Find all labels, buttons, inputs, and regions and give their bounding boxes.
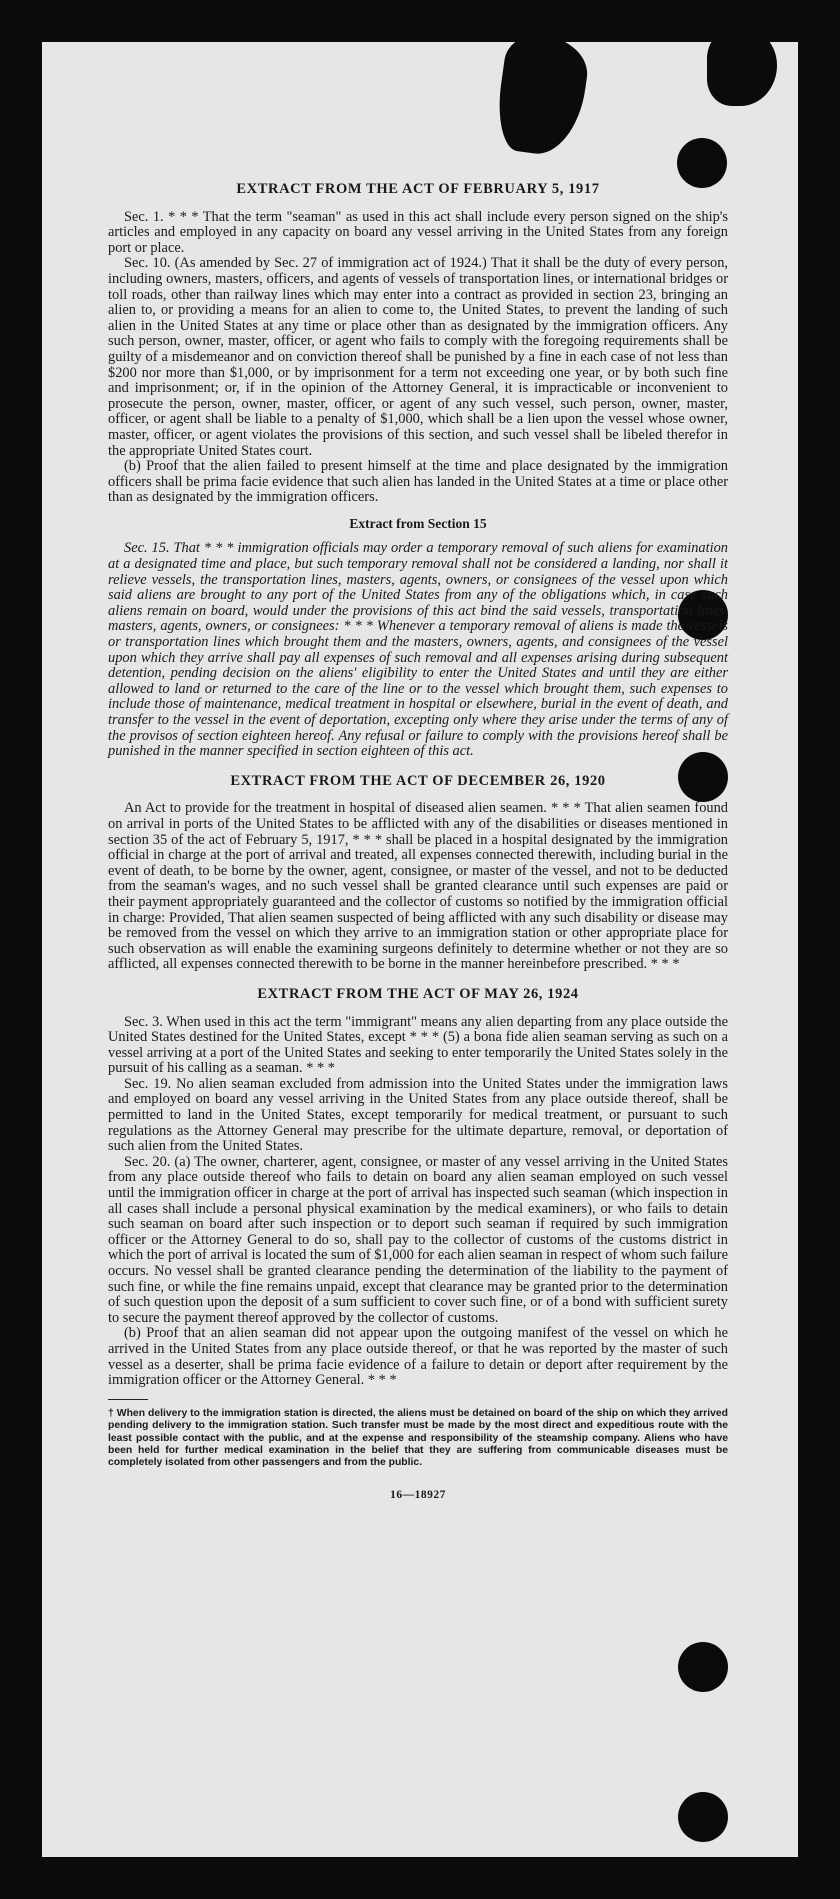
section-paragraph: Sec. 19. No alien seaman excluded from admission into the United States under the immigration laws and employed on board any vessel arriving in the United States from any place outside thereof, shall be permitted to land in the United States, except temporarily for medical treatment, or pursuant to such regulations as the Attorney General may prescribe for the ultimate departure, removal, or deportation of such alien from the United States. [108,1075,728,1155]
punch-hole [677,138,727,188]
torn-edge [707,42,777,106]
punch-hole [678,1642,728,1692]
section-paragraph: (b) Proof that the alien failed to present himself at the time and place designated by the immigration officers shall be prima facie evidence that such alien has landed in the United States at a time or place other than as designated by the immigration officers. [108,458,728,506]
section-heading: EXTRACT FROM THE ACT OF DECEMBER 26, 1920 [230,772,606,789]
section-heading: EXTRACT FROM THE ACT OF MAY 26, 1924 [257,985,579,1002]
section-paragraph: Sec. 3. When used in this act the term "immigrant" means any alien departing from any place outside the United States destined for the United States, except * * * (5) a bona fide alien seaman serving as such on a vessel arriving at a port of the United States and seeking to enter temporarily the United States solely in the pursuit of his calling as a seaman. * * * [108,1013,728,1077]
section-paragraph: (b) Proof that an alien seaman did not appear upon the outgoing manifest of the vessel on which he arrived in the United States from any place outside thereof, or that he was reported by the master of such vessel as a deserter, shall be prima facie evidence of a failure to detain or deport after requirement by the immigration officer or the Attorney General. * * * [108,1325,728,1389]
section-subheading: Extract from Section 15 [349,515,487,531]
section-paragraph: Sec. 20. (a) The owner, charterer, agent, consignee, or master of any vessel arriving in the United States from any place outside thereof who fails to detain on board any alien seaman employed on such vessel until the immigration officer in charge at the port of arrival has inspected such seaman (which inspection in all cases shall include a personal physical examination by the medical examiners), or who fails to detain such seaman on board after such inspection or to deport such seaman if required by such immigration officer or the Attorney General to do so, shall pay to the collector of customs of the customs district in which the port of arrival is located the sum of $1,000 for each alien seaman in respect of whom such failure occurs. No vessel shall be granted clearance pending the determination of the liability to the payment of such fine, or while the fine remains unpaid, except that clearance may be granted prior to the determination of such question upon the deposit of a sum sufficient to cover such fine, or of a bond with sufficient surety to secure the payment thereof approved by the collector of customs. [108,1153,728,1326]
section-heading: EXTRACT FROM THE ACT OF FEBRUARY 5, 1917 [236,181,600,197]
section-paragraph: Sec. 1. * * * That the term "seaman" as used in this act shall include every person signed on the ship's articles and employed in any capacity on board any vessel arriving in the United States from any foreign port or place. [108,208,728,256]
footnote: † When delivery to the immigration station is directed, the aliens must be detained on board of the ship on which they arrived pending delivery to the immigration station. Such transfer must be made by the most direct and expeditious route with the least possible contact with the public, and at the expense and responsibility of the steamship company. Aliens who have been held for further medical examination in the belief that they are suffering from communicable diseases must be completely isolated from other passengers and from the public. [108,1407,728,1469]
section-paragraph: An Act to provide for the treatment in hospital of diseased alien seamen. * * * That alien seamen found on arrival in ports of the United States to be afflicted with any of the disabilities or diseases mentioned in section 35 of the act of February 5, 1917, * * * shall be placed in a hospital designated by the immigration official in charge at the port of arrival and treated, all expenses connected therewith, including burial in the event of death, to be borne by the owner, agent, consignee, or master of the vessel, and not to be deducted from the seaman's wages, and no such vessel shall be granted clearance until such expenses are paid or their payment appropriately guaranteed and the collector of customs so notified by the immigration official in charge: Provided, That alien seamen suspected of being afflicted with any such disability or disease may be removed from the vessel on which they arrive to an immigration station or other appropriate place for such observation as will enable the examining surgeons definitely to determine whether or not they are so afflicted, all expenses connected therewith to be borne in the manner hereinbefore prescribed. * * * [108,800,728,973]
document-body [108,182,728,1503]
document-page [42,42,798,1857]
torn-edge [492,42,592,159]
section-paragraph: Sec. 15. That * * * immigration officials may order a temporary removal of such aliens for examination at a designated time and place, but such temporary removal shall not be considered a landing, nor shall it relieve vessels, the transportation lines, masters, agents, owners, or consignees of the vessel upon which said aliens are brought to any port of the United States from any of the obligations which, in case such aliens remain on board, would under the provisions of this act bind the said vessels, transportation lines, masters, agents, owners, or consignees: * * * Whenever a temporary removal of aliens is made the vessels or transportation lines which brought them and the masters, owners, agents, and consignees of the vessel upon which they arrive shall pay all expenses of such removal and all expenses arising during subsequent detention, pending decision on the aliens' eligibility to enter the United States and until they are either allowed to land or returned to the care of the line or to the vessel which brought them, such expenses to include those of maintenance, medical treatment in hospital or elsewhere, burial in the event of death, and transfer to the vessel in the event of deportation, excepting only where they arise under the terms of any of the provisos of section eighteen hereof. Any refusal or failure to comply with the provisions hereof shall be punished in the manner specified in section eighteen of this act. [108,540,728,760]
punch-hole [678,1792,728,1842]
footnote-rule [108,1399,148,1400]
form-code: 16—18927 [390,1488,446,1501]
section-paragraph: Sec. 10. (As amended by Sec. 27 of immigration act of 1924.) That it shall be the duty of every person, including owners, masters, officers, and agents of vessels of transportation lines, or international bridges or toll roads, other than railway lines which may enter into a contract as provided in section 23, bringing an alien to, or providing a means for an alien to come to, the United States, to prevent the landing of such alien in the United States at any time or place other than as designated by the immigration officers. Any such person, owner, master, officer, or agent who fails to comply with the foregoing requirements shall be guilty of a misdemeanor and on conviction thereof shall be punished by a fine in each case of not less than $200 nor more than $1,000, or by imprisonment for a term not exceeding one year, or by both such fine and imprisonment; or, if in the opinion of the Attorney General, it is impracticable or inconvenient to prosecute the person, owner, master, officer, or agent of any such vessel, such person, owner, master, officer, or agent shall be liable to a penalty of $1,000, which shall be a lien upon the vessel whose owner, master, officer, or agent violates the provisions of this section, and such vessel shall be libeled therefor in the appropriate United States court. [108,255,728,459]
